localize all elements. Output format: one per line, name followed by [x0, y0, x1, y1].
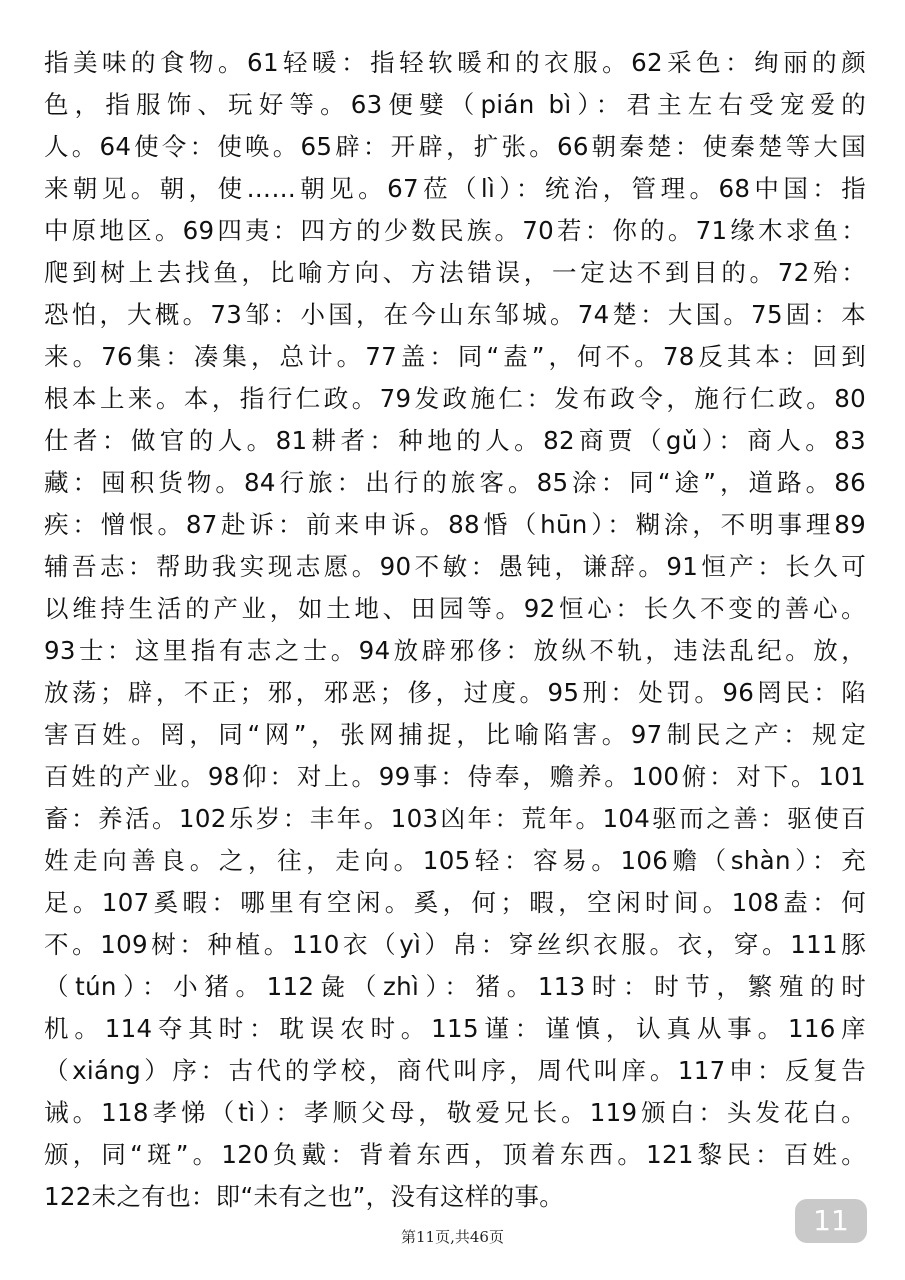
text-line: 恐怕，大概。73邹：小国，在今山东邹城。74楚：大国。75固：本 [44, 300, 866, 329]
annotation-text-body [44, 42, 866, 1218]
page-number-badge: 11 [795, 1199, 867, 1243]
text-line: 放荡；辟，不正；邪，邪恶；侈，过度。95刑：处罚。96罔民：陷 [44, 678, 866, 707]
text-line: 仕者：做官的人。81耕者：种地的人。82商贾（gǔ）：商人。83 [44, 426, 866, 455]
text-line: 来朝见。朝，使……朝见。67莅（lì）：统治，管理。68中国：指 [44, 174, 866, 203]
text-line: 疾：憎恨。87赴诉：前来申诉。88惛（hūn）：糊涂，不明事理89 [44, 510, 866, 539]
text-line: 辅吾志：帮助我实现志愿。90不敏：愚钝，谦辞。91恒产：长久可 [44, 552, 866, 581]
text-line: 害百姓。罔，同“网”，张网捕捉，比喻陷害。97制民之产：规定 [44, 720, 866, 749]
text-line: 姓走向善良。之，往，走向。105轻：容易。106赡（shàn）：充 [44, 846, 866, 875]
text-line: 人。64使令：使唤。65辟：开辟，扩张。66朝秦楚：使秦楚等大国 [44, 132, 866, 161]
text-line: 以维持生活的产业，如土地、田园等。92恒心：长久不变的善心。 [44, 594, 866, 623]
text-line: 颁，同“斑”。120负戴：背着东西，顶着东西。121黎民：百姓。 [44, 1140, 866, 1169]
text-line: 机。114夺其时：耽误农时。115谨：谨慎，认真从事。116庠 [44, 1014, 866, 1043]
text-line: 来。76集：凑集，总计。77盖：同“盍”，何不。78反其本：回到 [44, 342, 866, 371]
text-line: 根本上来。本，指行仁政。79发政施仁：发布政令，施行仁政。80 [44, 384, 866, 413]
text-line: 百姓的产业。98仰：对上。99事：侍奉，赡养。100俯：对下。101 [44, 762, 866, 791]
page-footer: 第11页,共46页 [401, 1228, 504, 1246]
text-line: 藏：囤积货物。84行旅：出行的旅客。85涂：同“途”，道路。86 [44, 468, 866, 497]
text-line: 93士：这里指有志之士。94放辟邪侈：放纵不轨，违法乱纪。放， [44, 636, 866, 665]
text-line: （xiáng）序：古代的学校，商代叫序，周代叫庠。117申：反复告 [44, 1056, 866, 1085]
text-line: 122未之有也：即“未有之也”，没有这样的事。 [44, 1182, 565, 1211]
text-line: 不。109树：种植。110衣（yì）帛：穿丝织衣服。衣，穿。111豚 [44, 930, 866, 959]
text-line: 爬到树上去找鱼，比喻方向、方法错误，一定达不到目的。72殆： [44, 258, 866, 287]
text-line: 色，指服饰、玩好等。63便嬖（pián bì）：君主左右受宠爱的 [44, 90, 866, 119]
text-line: 足。107奚暇：哪里有空闲。奚，何；暇，空闲时间。108盍：何 [44, 888, 866, 917]
text-line: 畜：养活。102乐岁：丰年。103凶年：荒年。104驱而之善：驱使百 [44, 804, 866, 833]
text-line: 指美味的食物。61轻暖：指轻软暖和的衣服。62采色：绚丽的颜 [44, 48, 866, 77]
text-line: 中原地区。69四夷：四方的少数民族。70若：你的。71缘木求鱼： [44, 216, 866, 245]
text-line: 诫。118孝悌（tì）：孝顺父母，敬爱兄长。119颁白：头发花白。 [44, 1098, 866, 1127]
text-line: （tún）：小猪。112彘（zhì）：猪。113时：时节，繁殖的时 [44, 972, 866, 1001]
